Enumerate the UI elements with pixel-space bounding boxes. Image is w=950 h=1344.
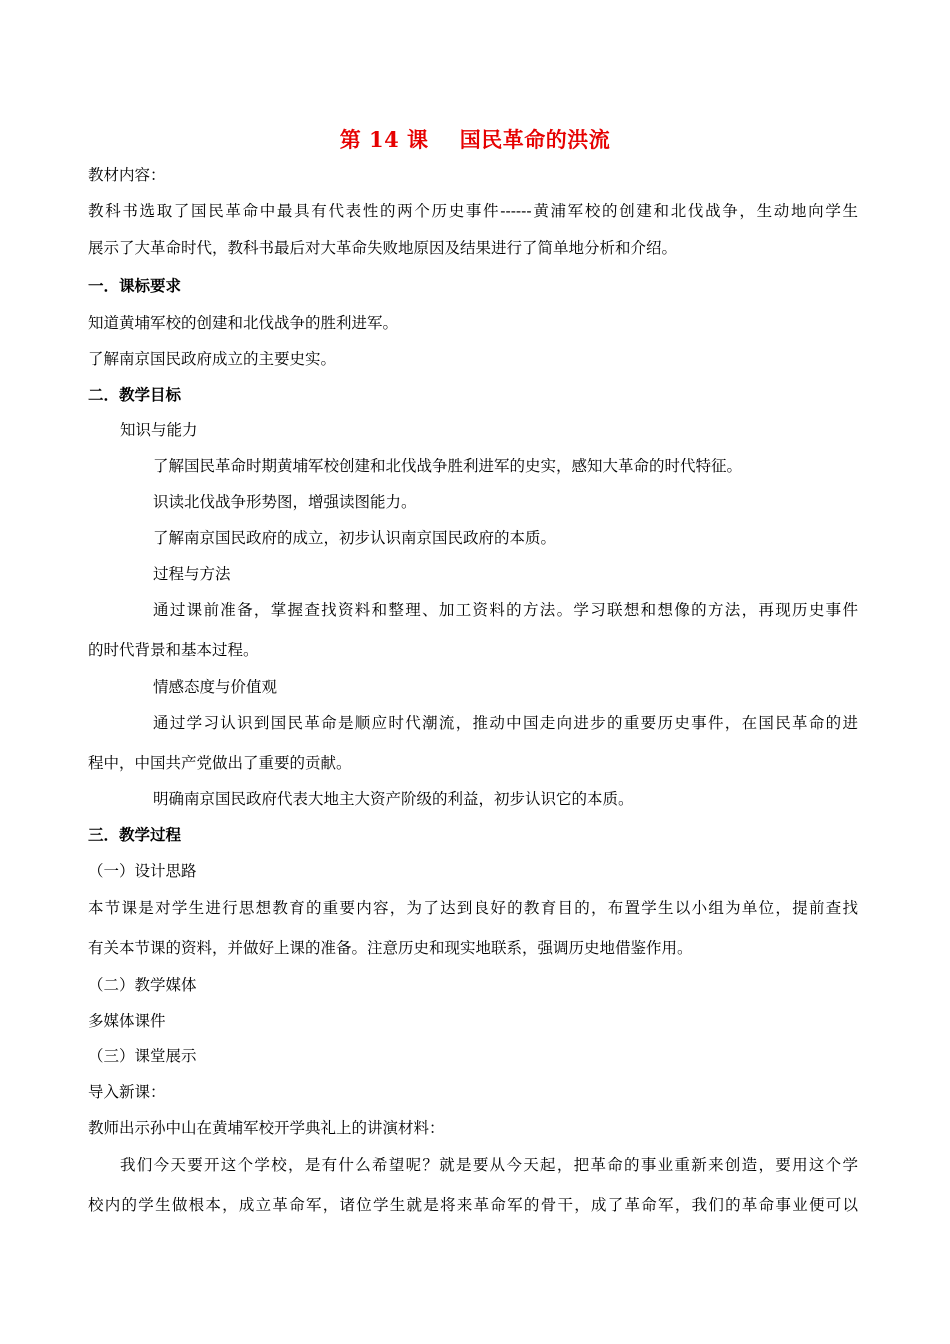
section-2-emotion-line-2: 程中，中国共产党做出了重要的贡献。 [88,754,352,772]
section-2-subheading-emotion: 情感态度与价值观 [153,678,278,696]
section-1-item-1: 知道黄埔军校的创建和北伐战争的胜利进军。 [88,314,399,332]
section-2-knowledge-3: 了解南京国民政府的成立，初步认识南京国民政府的本质。 [153,529,557,547]
section-3-teacher-note: 教师出示孙中山在黄埔军校开学典礼上的讲演材料： [88,1119,445,1137]
quote-line-2: 校内的学生做根本，成立革命军，诸位学生就是将来革命军的骨干，成了革命军，我们的革命事业便可以 [88,1196,858,1214]
section-3-heading: 三．教学过程 [88,825,182,844]
section-2-subheading-knowledge: 知识与能力 [120,421,198,439]
section-2-process-line-2: 的时代背景和基本过程。 [88,641,259,659]
intro-paragraph-line-2: 展示了大革命时代，教科书最后对大革命失败地原因及结果进行了简单地分析和介绍。 [88,239,678,257]
section-3-design-line-1: 本节课是对学生进行思想教育的重要内容，为了达到良好的教育目的，布置学生以小组为单位，提前查找 [88,899,858,917]
section-2-heading: 二．教学目标 [88,385,182,404]
lesson-title: 第 14 课 国民革命的洪流 [339,127,611,152]
section-1-item-2: 了解南京国民政府成立的主要史实。 [88,350,337,368]
section-3-subheading-media: （二）教学媒体 [88,976,197,994]
quote-line-1: 我们今天要开这个学校，是有什么希望呢？就是要从今天起，把革命的事业重新来创造，要用这个学 [120,1156,858,1174]
section-1-heading: 一．课标要求 [88,276,182,295]
section-2-knowledge-2: 识读北伐战争形势图，增强读图能力。 [153,493,417,511]
section-3-design-line-2: 有关本节课的资料，并做好上课的准备。注意历史和现实地联系，强调历史地借鉴作用。 [88,939,693,957]
section-3-subheading-design: （一）设计思路 [88,862,197,880]
section-2-process-line-1: 通过课前准备，掌握查找资料和整理、加工资料的方法。学习联想和想像的方法，再现历史事件 [153,601,858,619]
section-2-emotion-line-1: 通过学习认识到国民革命是顺应时代潮流，推动中国走向进步的重要历史事件，在国民革命的进 [153,714,858,732]
section-2-emotion-2: 明确南京国民政府代表大地主大资产阶级的利益，初步认识它的本质。 [153,790,634,808]
section-2-subheading-process: 过程与方法 [153,565,231,583]
section-3-lead-in: 导入新课： [88,1083,166,1101]
section-3-subheading-classroom: （三）课堂展示 [88,1047,197,1065]
intro-paragraph-line-1: 教科书选取了国民革命中最具有代表性的两个历史事件------黄浦军校的创建和北伐战争，生动地向学生 [88,202,858,220]
intro-label: 教材内容： [88,166,166,184]
section-3-media: 多媒体课件 [88,1012,166,1030]
section-2-knowledge-1: 了解国民革命时期黄埔军校创建和北伐战争胜利进军的史实，感知大革命的时代特征。 [153,457,743,475]
